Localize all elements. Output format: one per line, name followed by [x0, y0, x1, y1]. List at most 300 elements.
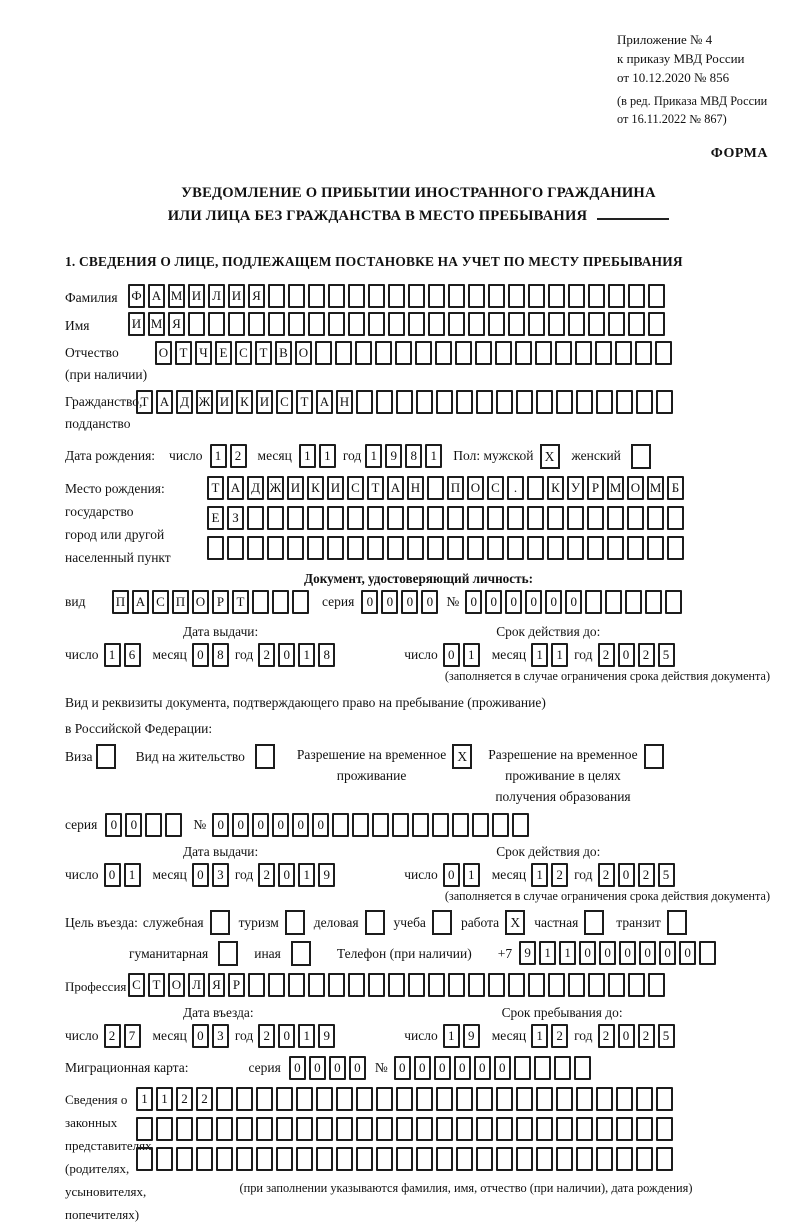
- char-cell[interactable]: А: [387, 476, 404, 500]
- char-cell[interactable]: [455, 341, 472, 365]
- char-cell[interactable]: [508, 284, 525, 308]
- char-cell[interactable]: [408, 973, 425, 997]
- char-cell[interactable]: Н: [407, 476, 424, 500]
- char-cell[interactable]: [376, 1087, 393, 1111]
- char-cell[interactable]: 0: [679, 941, 696, 965]
- char-cell[interactable]: 2: [638, 643, 655, 667]
- char-cell[interactable]: [448, 312, 465, 336]
- char-cell[interactable]: Р: [212, 590, 229, 614]
- char-cell[interactable]: [372, 813, 389, 837]
- char-cell[interactable]: 0: [361, 590, 378, 614]
- char-cell[interactable]: [228, 312, 245, 336]
- char-cell[interactable]: [635, 341, 652, 365]
- char-cell[interactable]: [328, 284, 345, 308]
- char-cell[interactable]: [656, 390, 673, 414]
- char-cell[interactable]: 0: [278, 863, 295, 887]
- char-cell[interactable]: [587, 536, 604, 560]
- char-cell[interactable]: .: [507, 476, 524, 500]
- char-cell[interactable]: 1: [463, 863, 480, 887]
- char-cell[interactable]: [528, 973, 545, 997]
- char-cell[interactable]: [216, 1147, 233, 1171]
- char-cell[interactable]: [665, 590, 682, 614]
- char-cell[interactable]: [216, 1117, 233, 1141]
- char-cell[interactable]: [596, 1117, 613, 1141]
- char-cell[interactable]: [348, 284, 365, 308]
- char-cell[interactable]: [416, 1117, 433, 1141]
- char-cell[interactable]: Р: [587, 476, 604, 500]
- char-cell[interactable]: [252, 590, 269, 614]
- char-cell[interactable]: [496, 1117, 513, 1141]
- char-cell[interactable]: [287, 536, 304, 560]
- char-cell[interactable]: 0: [421, 590, 438, 614]
- char-cell[interactable]: [615, 341, 632, 365]
- char-cell[interactable]: [367, 506, 384, 530]
- char-cell[interactable]: К: [547, 476, 564, 500]
- char-cell[interactable]: И: [216, 390, 233, 414]
- char-cell[interactable]: [416, 1087, 433, 1111]
- char-cell[interactable]: [207, 536, 224, 560]
- visa-checkbox[interactable]: [96, 744, 116, 769]
- char-cell[interactable]: 0: [104, 863, 121, 887]
- char-cell[interactable]: [395, 341, 412, 365]
- char-cell[interactable]: 0: [292, 813, 309, 837]
- char-cell[interactable]: [408, 312, 425, 336]
- char-cell[interactable]: [627, 506, 644, 530]
- char-cell[interactable]: 0: [443, 643, 460, 667]
- char-cell[interactable]: [608, 312, 625, 336]
- char-cell[interactable]: П: [172, 590, 189, 614]
- char-cell[interactable]: Т: [136, 390, 153, 414]
- char-cell[interactable]: [296, 1087, 313, 1111]
- char-cell[interactable]: [636, 1147, 653, 1171]
- char-cell[interactable]: 0: [192, 863, 209, 887]
- char-cell[interactable]: [648, 312, 665, 336]
- char-cell[interactable]: 0: [565, 590, 582, 614]
- char-cell[interactable]: [467, 536, 484, 560]
- char-cell[interactable]: [388, 284, 405, 308]
- char-cell[interactable]: 0: [394, 1056, 411, 1080]
- char-cell[interactable]: 9: [318, 1024, 335, 1048]
- char-cell[interactable]: [176, 1117, 193, 1141]
- char-cell[interactable]: [516, 390, 533, 414]
- char-cell[interactable]: [256, 1147, 273, 1171]
- char-cell[interactable]: [452, 813, 469, 837]
- char-cell[interactable]: [348, 973, 365, 997]
- char-cell[interactable]: [408, 284, 425, 308]
- char-cell[interactable]: [145, 813, 162, 837]
- char-cell[interactable]: С: [487, 476, 504, 500]
- char-cell[interactable]: [432, 813, 449, 837]
- char-cell[interactable]: [548, 284, 565, 308]
- char-cell[interactable]: [407, 536, 424, 560]
- char-cell[interactable]: И: [287, 476, 304, 500]
- char-cell[interactable]: [316, 1117, 333, 1141]
- char-cell[interactable]: 1: [319, 444, 336, 468]
- char-cell[interactable]: [156, 1117, 173, 1141]
- char-cell[interactable]: 2: [598, 863, 615, 887]
- char-cell[interactable]: С: [152, 590, 169, 614]
- char-cell[interactable]: 8: [405, 444, 422, 468]
- char-cell[interactable]: [407, 506, 424, 530]
- char-cell[interactable]: [492, 813, 509, 837]
- char-cell[interactable]: [375, 341, 392, 365]
- char-cell[interactable]: [699, 941, 716, 965]
- char-cell[interactable]: [576, 390, 593, 414]
- char-cell[interactable]: [136, 1147, 153, 1171]
- char-cell[interactable]: [516, 1117, 533, 1141]
- sex-female-checkbox[interactable]: [631, 444, 651, 469]
- char-cell[interactable]: [436, 1147, 453, 1171]
- char-cell[interactable]: [514, 1056, 531, 1080]
- char-cell[interactable]: [527, 536, 544, 560]
- char-cell[interactable]: [316, 1147, 333, 1171]
- char-cell[interactable]: [595, 341, 612, 365]
- char-cell[interactable]: Ж: [267, 476, 284, 500]
- char-cell[interactable]: [496, 390, 513, 414]
- char-cell[interactable]: [536, 1087, 553, 1111]
- char-cell[interactable]: [368, 312, 385, 336]
- char-cell[interactable]: 1: [210, 444, 227, 468]
- char-cell[interactable]: [468, 284, 485, 308]
- char-cell[interactable]: 1: [531, 863, 548, 887]
- residence-permit-checkbox[interactable]: [255, 744, 275, 769]
- char-cell[interactable]: [136, 1117, 153, 1141]
- char-cell[interactable]: 0: [434, 1056, 451, 1080]
- char-cell[interactable]: 0: [443, 863, 460, 887]
- char-cell[interactable]: [585, 590, 602, 614]
- char-cell[interactable]: [628, 284, 645, 308]
- char-cell[interactable]: [336, 1117, 353, 1141]
- char-cell[interactable]: [508, 312, 525, 336]
- char-cell[interactable]: [336, 1087, 353, 1111]
- char-cell[interactable]: И: [327, 476, 344, 500]
- char-cell[interactable]: [636, 1117, 653, 1141]
- char-cell[interactable]: 1: [539, 941, 556, 965]
- char-cell[interactable]: 5: [658, 863, 675, 887]
- purpose-tourism-checkbox[interactable]: [285, 910, 305, 935]
- char-cell[interactable]: [188, 312, 205, 336]
- char-cell[interactable]: [248, 973, 265, 997]
- char-cell[interactable]: Ч: [195, 341, 212, 365]
- char-cell[interactable]: [535, 341, 552, 365]
- char-cell[interactable]: [356, 1147, 373, 1171]
- char-cell[interactable]: [435, 341, 452, 365]
- char-cell[interactable]: [236, 1147, 253, 1171]
- char-cell[interactable]: [574, 1056, 591, 1080]
- char-cell[interactable]: А: [227, 476, 244, 500]
- char-cell[interactable]: [436, 390, 453, 414]
- char-cell[interactable]: 2: [104, 1024, 121, 1048]
- char-cell[interactable]: 1: [443, 1024, 460, 1048]
- char-cell[interactable]: 3: [212, 1024, 229, 1048]
- char-cell[interactable]: Н: [336, 390, 353, 414]
- char-cell[interactable]: [267, 506, 284, 530]
- char-cell[interactable]: [368, 284, 385, 308]
- char-cell[interactable]: [208, 312, 225, 336]
- char-cell[interactable]: Т: [296, 390, 313, 414]
- sex-male-checkbox[interactable]: X: [540, 444, 560, 469]
- char-cell[interactable]: [656, 1147, 673, 1171]
- char-cell[interactable]: 2: [598, 643, 615, 667]
- char-cell[interactable]: 0: [401, 590, 418, 614]
- char-cell[interactable]: [627, 536, 644, 560]
- char-cell[interactable]: 2: [258, 643, 275, 667]
- char-cell[interactable]: 1: [299, 444, 316, 468]
- char-cell[interactable]: 2: [230, 444, 247, 468]
- char-cell[interactable]: 0: [619, 941, 636, 965]
- char-cell[interactable]: [296, 1117, 313, 1141]
- char-cell[interactable]: [196, 1147, 213, 1171]
- char-cell[interactable]: Р: [228, 973, 245, 997]
- char-cell[interactable]: О: [155, 341, 172, 365]
- char-cell[interactable]: [472, 813, 489, 837]
- char-cell[interactable]: И: [188, 284, 205, 308]
- char-cell[interactable]: [428, 973, 445, 997]
- char-cell[interactable]: [625, 590, 642, 614]
- char-cell[interactable]: Д: [176, 390, 193, 414]
- char-cell[interactable]: [488, 312, 505, 336]
- char-cell[interactable]: 1: [463, 643, 480, 667]
- char-cell[interactable]: [307, 536, 324, 560]
- char-cell[interactable]: [468, 312, 485, 336]
- char-cell[interactable]: [256, 1117, 273, 1141]
- char-cell[interactable]: [315, 341, 332, 365]
- char-cell[interactable]: [307, 506, 324, 530]
- char-cell[interactable]: [588, 284, 605, 308]
- char-cell[interactable]: [656, 1117, 673, 1141]
- char-cell[interactable]: [488, 284, 505, 308]
- char-cell[interactable]: [447, 536, 464, 560]
- char-cell[interactable]: П: [447, 476, 464, 500]
- char-cell[interactable]: [616, 1087, 633, 1111]
- char-cell[interactable]: [645, 590, 662, 614]
- char-cell[interactable]: [488, 973, 505, 997]
- char-cell[interactable]: [476, 1147, 493, 1171]
- char-cell[interactable]: [412, 813, 429, 837]
- char-cell[interactable]: [467, 506, 484, 530]
- char-cell[interactable]: [576, 1087, 593, 1111]
- char-cell[interactable]: [527, 476, 544, 500]
- char-cell[interactable]: [236, 1117, 253, 1141]
- char-cell[interactable]: 1: [559, 941, 576, 965]
- char-cell[interactable]: [347, 536, 364, 560]
- char-cell[interactable]: 2: [551, 1024, 568, 1048]
- char-cell[interactable]: 0: [618, 1024, 635, 1048]
- char-cell[interactable]: 0: [485, 590, 502, 614]
- char-cell[interactable]: Т: [148, 973, 165, 997]
- char-cell[interactable]: Я: [248, 284, 265, 308]
- char-cell[interactable]: 2: [638, 863, 655, 887]
- char-cell[interactable]: [568, 284, 585, 308]
- char-cell[interactable]: [508, 973, 525, 997]
- char-cell[interactable]: 0: [474, 1056, 491, 1080]
- char-cell[interactable]: [355, 341, 372, 365]
- char-cell[interactable]: 1: [136, 1087, 153, 1111]
- char-cell[interactable]: И: [128, 312, 145, 336]
- char-cell[interactable]: [628, 973, 645, 997]
- char-cell[interactable]: [528, 312, 545, 336]
- char-cell[interactable]: [436, 1117, 453, 1141]
- char-cell[interactable]: [648, 973, 665, 997]
- char-cell[interactable]: О: [627, 476, 644, 500]
- char-cell[interactable]: [616, 1147, 633, 1171]
- char-cell[interactable]: [396, 1087, 413, 1111]
- char-cell[interactable]: [288, 973, 305, 997]
- char-cell[interactable]: [388, 312, 405, 336]
- char-cell[interactable]: Я: [208, 973, 225, 997]
- char-cell[interactable]: Л: [188, 973, 205, 997]
- char-cell[interactable]: О: [467, 476, 484, 500]
- char-cell[interactable]: М: [148, 312, 165, 336]
- char-cell[interactable]: [476, 1087, 493, 1111]
- char-cell[interactable]: [348, 312, 365, 336]
- char-cell[interactable]: [476, 390, 493, 414]
- char-cell[interactable]: [176, 1147, 193, 1171]
- char-cell[interactable]: С: [276, 390, 293, 414]
- char-cell[interactable]: [496, 1147, 513, 1171]
- char-cell[interactable]: [648, 284, 665, 308]
- char-cell[interactable]: У: [567, 476, 584, 500]
- char-cell[interactable]: 1: [531, 643, 548, 667]
- char-cell[interactable]: Б: [667, 476, 684, 500]
- char-cell[interactable]: [667, 536, 684, 560]
- char-cell[interactable]: О: [192, 590, 209, 614]
- char-cell[interactable]: 9: [318, 863, 335, 887]
- char-cell[interactable]: [427, 506, 444, 530]
- char-cell[interactable]: 1: [104, 643, 121, 667]
- char-cell[interactable]: [256, 1087, 273, 1111]
- char-cell[interactable]: [534, 1056, 551, 1080]
- char-cell[interactable]: 0: [349, 1056, 366, 1080]
- char-cell[interactable]: [416, 390, 433, 414]
- char-cell[interactable]: [536, 1147, 553, 1171]
- char-cell[interactable]: [456, 1087, 473, 1111]
- char-cell[interactable]: [554, 1056, 571, 1080]
- purpose-study-checkbox[interactable]: [432, 910, 452, 935]
- char-cell[interactable]: [236, 1087, 253, 1111]
- char-cell[interactable]: 0: [289, 1056, 306, 1080]
- char-cell[interactable]: 0: [494, 1056, 511, 1080]
- char-cell[interactable]: 2: [638, 1024, 655, 1048]
- char-cell[interactable]: 0: [465, 590, 482, 614]
- char-cell[interactable]: 0: [505, 590, 522, 614]
- char-cell[interactable]: [607, 506, 624, 530]
- char-cell[interactable]: [616, 1117, 633, 1141]
- char-cell[interactable]: Д: [247, 476, 264, 500]
- char-cell[interactable]: С: [235, 341, 252, 365]
- char-cell[interactable]: [165, 813, 182, 837]
- char-cell[interactable]: 2: [196, 1087, 213, 1111]
- char-cell[interactable]: [332, 813, 349, 837]
- char-cell[interactable]: [428, 312, 445, 336]
- char-cell[interactable]: [328, 973, 345, 997]
- char-cell[interactable]: В: [275, 341, 292, 365]
- char-cell[interactable]: Ж: [196, 390, 213, 414]
- char-cell[interactable]: 1: [531, 1024, 548, 1048]
- char-cell[interactable]: 0: [599, 941, 616, 965]
- purpose-private-checkbox[interactable]: [584, 910, 604, 935]
- char-cell[interactable]: [347, 506, 364, 530]
- char-cell[interactable]: [352, 813, 369, 837]
- char-cell[interactable]: [456, 1147, 473, 1171]
- char-cell[interactable]: [392, 813, 409, 837]
- temp-residence-edu-checkbox[interactable]: [644, 744, 664, 769]
- char-cell[interactable]: [247, 536, 264, 560]
- char-cell[interactable]: [276, 1147, 293, 1171]
- char-cell[interactable]: С: [128, 973, 145, 997]
- char-cell[interactable]: [607, 536, 624, 560]
- char-cell[interactable]: 0: [312, 813, 329, 837]
- char-cell[interactable]: 2: [551, 863, 568, 887]
- char-cell[interactable]: 0: [192, 1024, 209, 1048]
- purpose-other-checkbox[interactable]: [291, 941, 311, 966]
- char-cell[interactable]: [647, 536, 664, 560]
- char-cell[interactable]: [387, 506, 404, 530]
- char-cell[interactable]: [555, 341, 572, 365]
- char-cell[interactable]: М: [647, 476, 664, 500]
- char-cell[interactable]: [276, 1087, 293, 1111]
- char-cell[interactable]: 0: [414, 1056, 431, 1080]
- char-cell[interactable]: А: [316, 390, 333, 414]
- purpose-business-checkbox[interactable]: [365, 910, 385, 935]
- char-cell[interactable]: [588, 312, 605, 336]
- char-cell[interactable]: [248, 312, 265, 336]
- char-cell[interactable]: 0: [659, 941, 676, 965]
- char-cell[interactable]: [308, 284, 325, 308]
- char-cell[interactable]: К: [236, 390, 253, 414]
- char-cell[interactable]: [608, 973, 625, 997]
- char-cell[interactable]: [367, 536, 384, 560]
- char-cell[interactable]: [396, 1117, 413, 1141]
- char-cell[interactable]: 0: [105, 813, 122, 837]
- char-cell[interactable]: [288, 312, 305, 336]
- char-cell[interactable]: 5: [658, 1024, 675, 1048]
- char-cell[interactable]: 0: [381, 590, 398, 614]
- char-cell[interactable]: Ф: [128, 284, 145, 308]
- char-cell[interactable]: [396, 390, 413, 414]
- char-cell[interactable]: [547, 506, 564, 530]
- char-cell[interactable]: 1: [298, 1024, 315, 1048]
- char-cell[interactable]: [636, 390, 653, 414]
- char-cell[interactable]: 0: [618, 643, 635, 667]
- char-cell[interactable]: 1: [425, 444, 442, 468]
- char-cell[interactable]: А: [148, 284, 165, 308]
- char-cell[interactable]: 1: [298, 643, 315, 667]
- char-cell[interactable]: [216, 1087, 233, 1111]
- char-cell[interactable]: П: [112, 590, 129, 614]
- char-cell[interactable]: [296, 1147, 313, 1171]
- char-cell[interactable]: З: [227, 506, 244, 530]
- char-cell[interactable]: [507, 536, 524, 560]
- char-cell[interactable]: Т: [175, 341, 192, 365]
- char-cell[interactable]: [576, 1117, 593, 1141]
- char-cell[interactable]: [368, 973, 385, 997]
- char-cell[interactable]: 0: [252, 813, 269, 837]
- char-cell[interactable]: О: [168, 973, 185, 997]
- char-cell[interactable]: 2: [258, 863, 275, 887]
- char-cell[interactable]: 0: [329, 1056, 346, 1080]
- char-cell[interactable]: [468, 973, 485, 997]
- char-cell[interactable]: 9: [519, 941, 536, 965]
- char-cell[interactable]: [548, 973, 565, 997]
- char-cell[interactable]: 0: [212, 813, 229, 837]
- char-cell[interactable]: [328, 312, 345, 336]
- char-cell[interactable]: 1: [298, 863, 315, 887]
- char-cell[interactable]: 7: [124, 1024, 141, 1048]
- char-cell[interactable]: [528, 284, 545, 308]
- char-cell[interactable]: [327, 506, 344, 530]
- char-cell[interactable]: [647, 506, 664, 530]
